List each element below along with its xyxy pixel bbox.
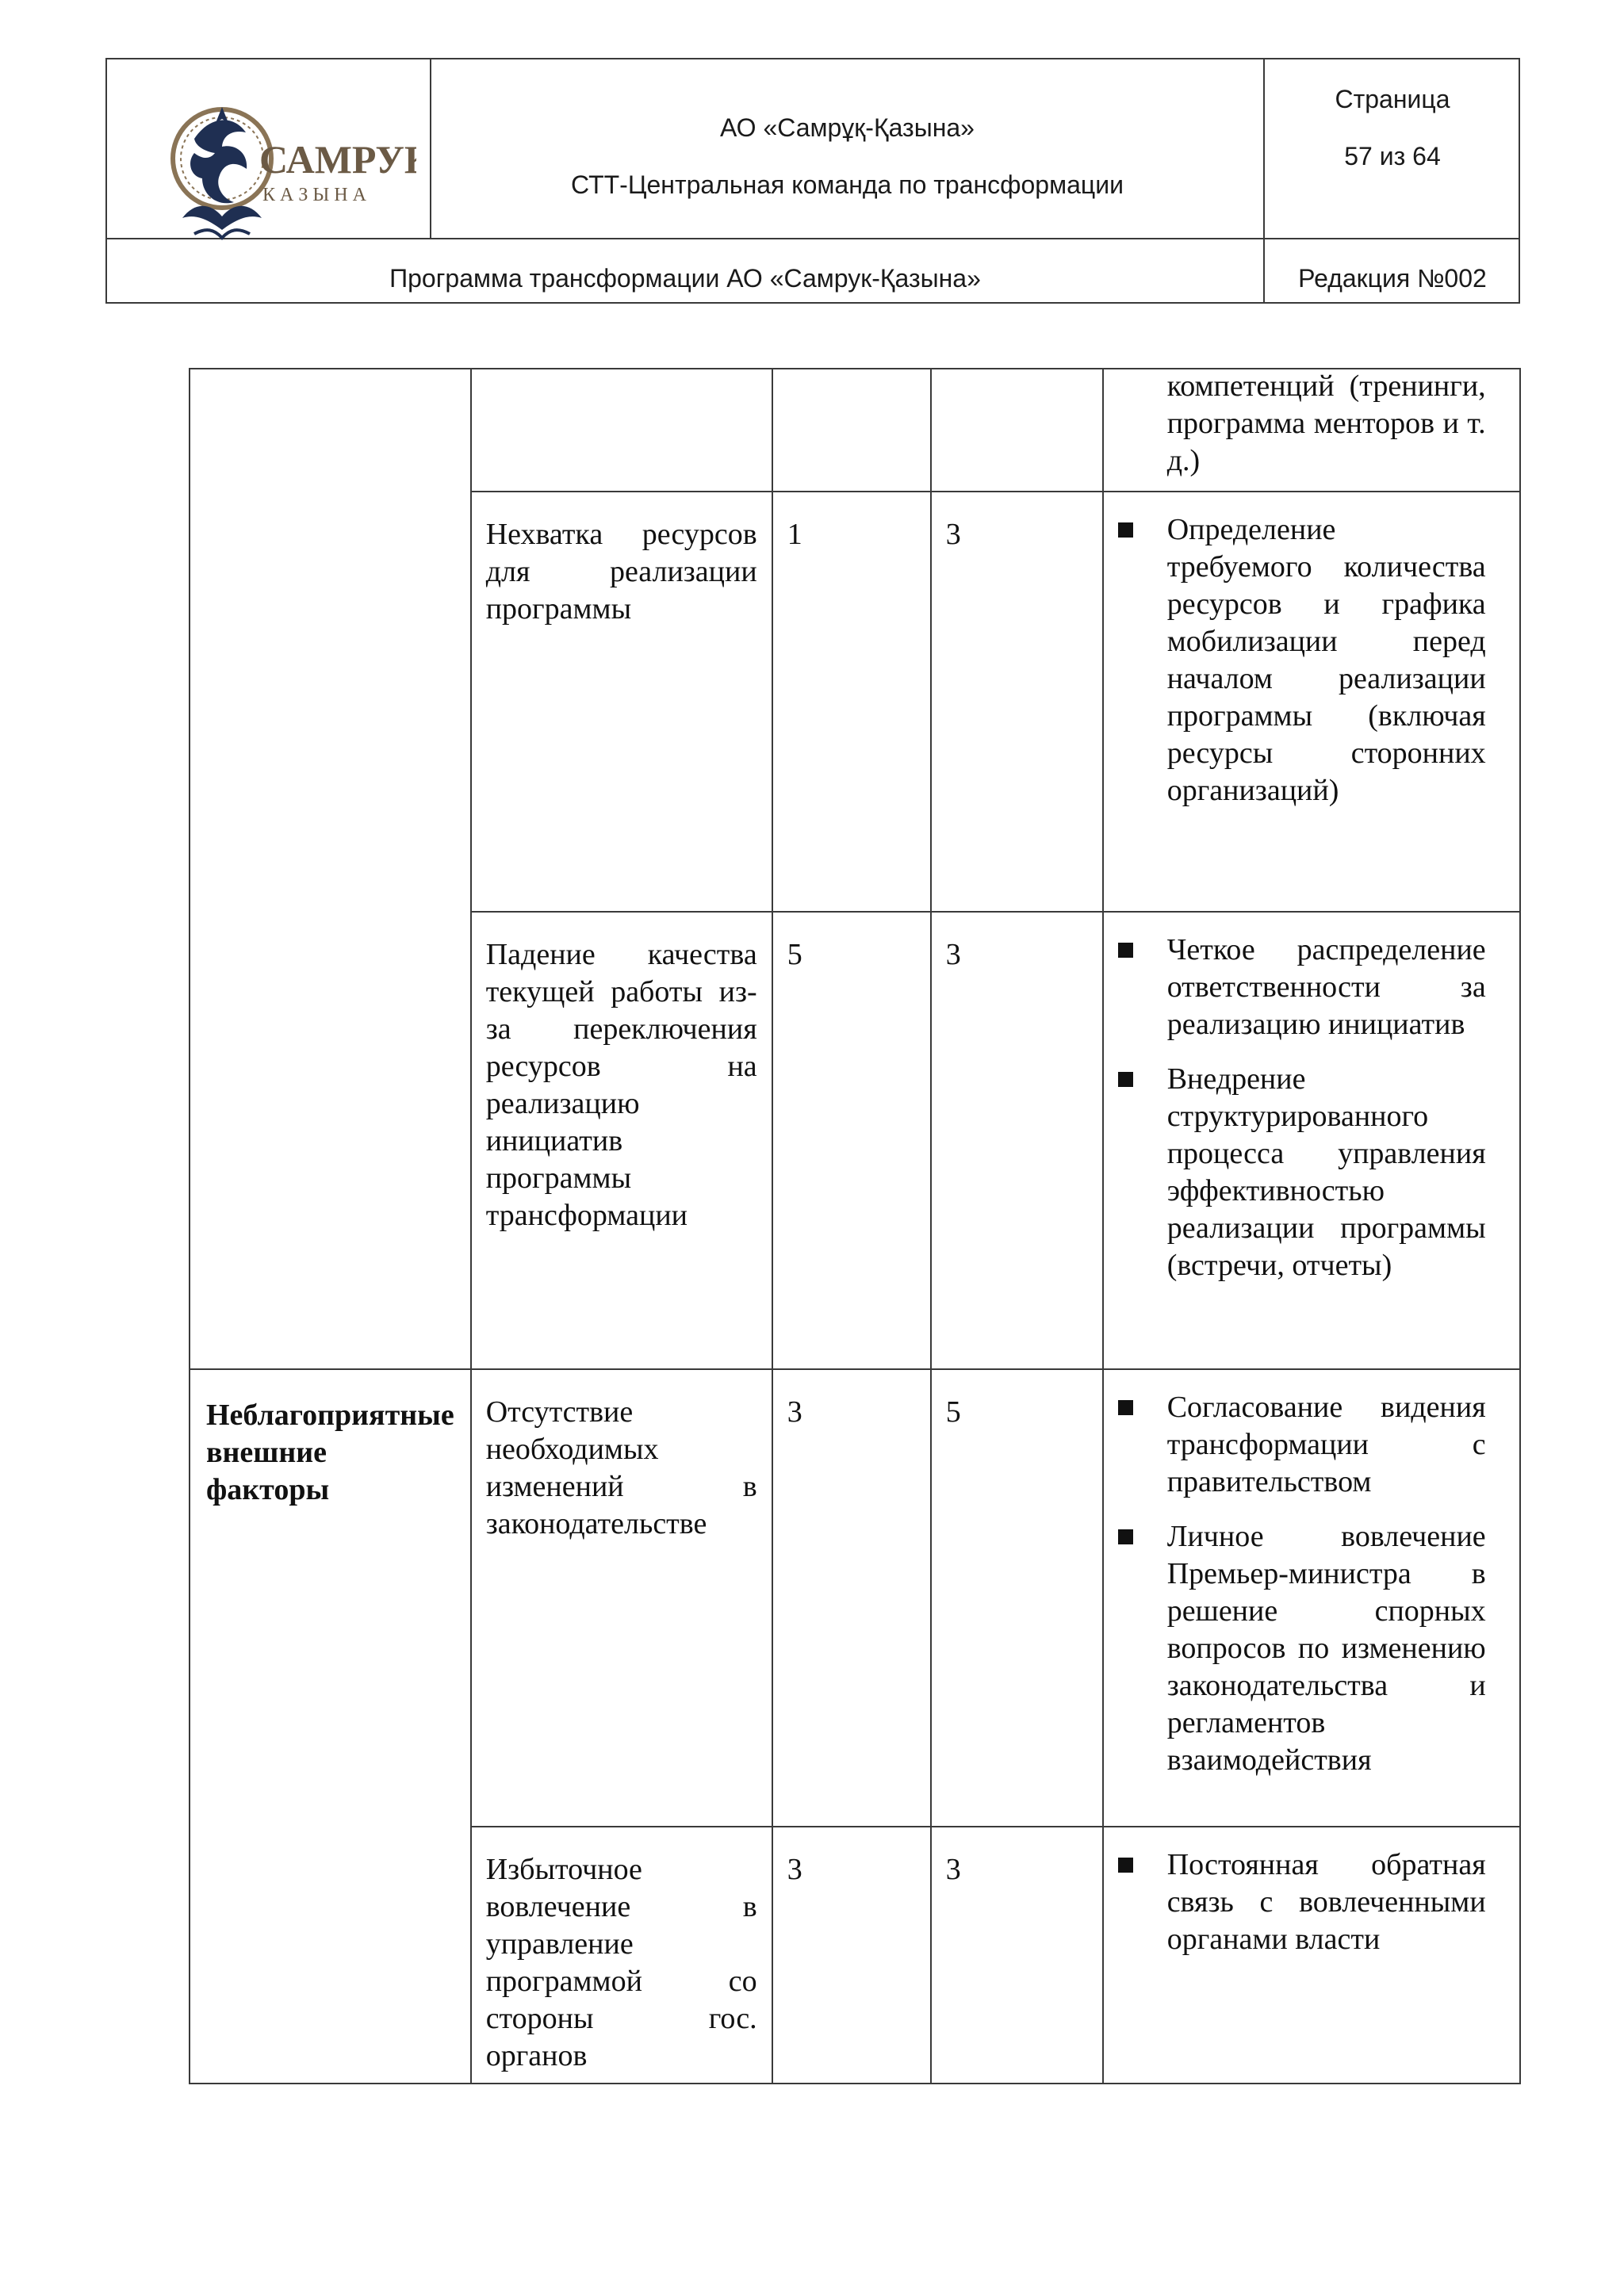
- risk-cell: [471, 1369, 772, 1827]
- risk-category: Неблагоприятные внешние факторы: [206, 1399, 454, 1506]
- list-item: [1167, 1389, 1486, 1501]
- square-bullet-icon: [1118, 1072, 1133, 1087]
- measures-list: [1104, 1370, 1519, 1779]
- logo-subwordmark: К А З Ы Н А: [262, 185, 366, 205]
- list-item: [1167, 1061, 1486, 1284]
- org-name: АО «Самрұқ-Қазына»: [720, 113, 975, 142]
- document-header: [105, 58, 1520, 304]
- measure-text: Четкое распределение ответственности за реализацию инициатив: [1166, 933, 1486, 1041]
- square-bullet-icon: [1118, 1529, 1133, 1544]
- measures-list: [1104, 492, 1519, 809]
- logo-wordmark: САМРУК: [259, 137, 416, 182]
- risk-cell: [471, 912, 772, 1369]
- probability-value: 5: [787, 938, 802, 971]
- risk-text: Избыточное вовлечение в управление программой со стороны гос. органов: [485, 1853, 757, 2072]
- impact-cell: [931, 1369, 1103, 1827]
- probability-cell: [772, 1827, 931, 2084]
- list-item: [1167, 932, 1486, 1043]
- risk-text: Падение качества текущей работы из-за переключения ресурсов на реализацию инициатив программы трансформации: [485, 938, 757, 1232]
- impact-value: 3: [945, 518, 961, 551]
- category-cell: [190, 1369, 471, 2084]
- list-item: [1167, 1846, 1486, 1958]
- measures-list: [1104, 1827, 1519, 1958]
- impact-cell: [931, 369, 1103, 492]
- page-label: Страница: [1335, 85, 1450, 113]
- probability-cell: [772, 1369, 931, 1827]
- measure-text: Определение требуемого количества ресурсов и графика мобилизации перед началом реализации программы (включая ресурсы сторонних организаций): [1166, 513, 1486, 807]
- probability-cell: [772, 492, 931, 912]
- measures-cell: [1103, 1827, 1520, 2084]
- probability-cell: [772, 369, 931, 492]
- continued-measure-text: компетенций (тренинги, программа менторов и т. д.): [1166, 369, 1486, 477]
- table-row: [190, 369, 1520, 492]
- probability-value: 1: [787, 518, 802, 551]
- header-divider: [430, 59, 431, 238]
- category-cell: [190, 369, 471, 1369]
- risk-cell: [471, 369, 772, 492]
- probability-value: 3: [787, 1853, 802, 1886]
- risk-cell: [471, 1827, 772, 2084]
- page-number: 57 из 64: [1344, 142, 1441, 170]
- measure-text: Личное вовлечение Премьер-министра в решение спорных вопросов по изменению законодательства и регламентов взаимодействия: [1166, 1520, 1486, 1777]
- measures-list: [1104, 913, 1519, 1284]
- risk-table: [189, 368, 1521, 2084]
- revision-label: Редакция №002: [1298, 264, 1487, 293]
- square-bullet-icon: [1118, 943, 1133, 958]
- measures-cell: [1103, 912, 1520, 1369]
- impact-value: 5: [945, 1395, 961, 1429]
- probability-cell: [772, 912, 931, 1369]
- measure-text: Постоянная обратная связь с вовлеченными органами власти: [1166, 1848, 1486, 1956]
- square-bullet-icon: [1118, 1400, 1133, 1415]
- table-row: [190, 1369, 1520, 1827]
- samruk-emblem-icon: [147, 83, 416, 274]
- impact-cell: [931, 1827, 1103, 2084]
- risk-text: Отсутствие необходимых изменений в законодательстве: [485, 1395, 757, 1540]
- samruk-kazyna-logo: [147, 83, 416, 274]
- measure-text: Внедрение структурированного процесса управления эффективностью реализации программы (встречи, отчеты): [1166, 1062, 1486, 1282]
- measures-cell: [1103, 369, 1520, 492]
- team-name: СТТ-Центральная команда по трансформации: [571, 170, 1124, 199]
- risk-cell: [471, 492, 772, 912]
- probability-value: 3: [787, 1395, 802, 1429]
- measures-cell: [1103, 492, 1520, 912]
- list-item: [1167, 511, 1486, 809]
- measures-cell: [1103, 1369, 1520, 1827]
- impact-value: 3: [945, 938, 961, 971]
- list-item: [1167, 1518, 1486, 1779]
- measure-text: Согласование видения трансформации с правительством: [1166, 1391, 1486, 1498]
- program-title: Программа трансформации АО «Самрук-Қазына»: [389, 264, 981, 293]
- impact-cell: [931, 492, 1103, 912]
- impact-cell: [931, 912, 1103, 1369]
- risk-text: Нехватка ресурсов для реализации программы: [485, 518, 757, 626]
- square-bullet-icon: [1118, 1858, 1133, 1873]
- square-bullet-icon: [1118, 522, 1133, 538]
- impact-value: 3: [945, 1853, 961, 1886]
